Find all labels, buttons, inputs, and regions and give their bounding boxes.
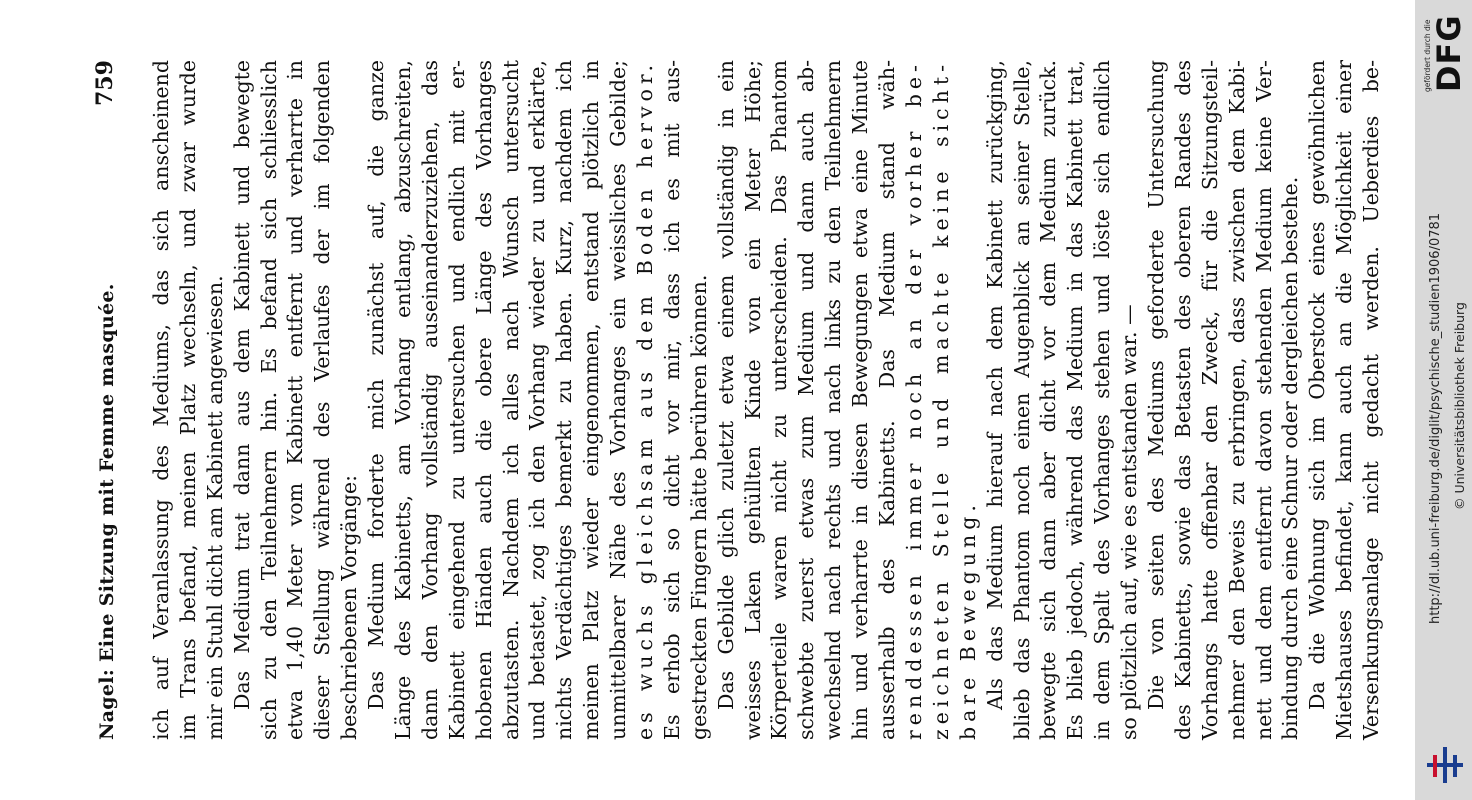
text-line: abzutasten. Nachdem ich alles nach Wunsch untersucht (498, 60, 523, 740)
text-line: des Kabinetts, sowie das Betasten des oberen Randes des (1170, 60, 1195, 740)
text-line: wechselnd nach rechts und nach links zu den Teilnehmern (821, 60, 846, 740)
text-line: es wuchs gleichsam aus dem Boden hervor. (633, 60, 658, 740)
text-line: sich zu den Teilnehmern hin. Es befand sich schliesslich (256, 60, 281, 740)
text-line: in dem Spalt des Vorhanges stehen und löste sich endlich (1090, 60, 1115, 740)
text-line: nett und dem entfernt davon stehenden Medium keine Ver- (1251, 60, 1276, 740)
text-line: gestreckten Fingern hätte berühren können. (686, 274, 711, 740)
text-line: ich auf Veranlassung des Mediums, das sich anscheinend (149, 60, 173, 740)
text-line: meinen Platz wieder eingenommen, entstand plötzlich in (579, 60, 604, 740)
text-line: ausserhalb des Kabinetts. Das Medium stand wäh- (875, 60, 900, 740)
text-line: bewegte sich dann aber dicht vor dem Medium zurück. (1036, 60, 1061, 740)
text-line: renddessen immer noch an der vorher be- (901, 60, 926, 740)
text-line: Körperteile waren nicht zu unterscheiden. Das Phantom (767, 60, 792, 740)
text-line: Das Medium forderte mich zunächst auf, die ganze (364, 60, 389, 710)
text-line: dann den Vorhang vollständig auseinanderzuziehen, das (417, 60, 442, 740)
running-title: Nagel: Eine Sitzung mit Femme masquée. (96, 283, 118, 740)
text-line: blieb das Phantom noch einen Augenblick an seiner Stelle, (1009, 60, 1034, 740)
library-logo-icon (1425, 745, 1465, 785)
text-line: beschriebenen Vorgänge: (337, 474, 362, 740)
text-line: dieser Stellung während des Verlaufes der im folgenden (310, 60, 335, 740)
text-line: Da die Wohnung sich im Oberstock eines gewöhnlichen (1305, 60, 1330, 710)
text-line: Als das Medium hierauf nach dem Kabinett zurückging, (982, 60, 1007, 710)
text-line: Kabinett eingehend zu untersuchen und endlich mit er- (444, 60, 469, 740)
scanned-page (90, 60, 1384, 740)
dfg-funded-label: gefördert durch die (1423, 19, 1432, 92)
text-line: hobenen Händen auch die obere Länge des Vorhanges (471, 60, 496, 740)
text-line: unmittelbarer Nähe des Vorhanges ein weissliches Gebilde; (606, 60, 631, 740)
text-line: Versenkungsanlage nicht gedacht werden. Ueberdies be- (1359, 60, 1384, 740)
text-line: Die von seiten des Mediums geforderte Untersuchung (1143, 60, 1168, 710)
text-line: nehmer den Beweis zu erbringen, dass zwischen dem Kabi- (1224, 60, 1249, 740)
text-line: im Trans befand, meinen Platz wechseln, und zwar wurde (175, 60, 200, 740)
page-header (90, 60, 124, 740)
page-number: 759 (92, 60, 118, 106)
body-text (148, 60, 1385, 740)
text-line: schwebte zuerst etwas zum Medium und dann auch ab- (794, 60, 819, 740)
text-line: Es blieb jedoch, während das Medium in das Kabinett trat, (1063, 60, 1088, 740)
text-line: bare Bewegung. (955, 500, 980, 740)
copyright-notice: © Universitätsbibliothek Freiburg (1452, 302, 1467, 510)
text-line: Es erhob sich so dicht vor mir, dass ich es mit aus- (659, 60, 684, 740)
page-content (90, 60, 1384, 740)
text-line: nichts Verdächtiges bemerkt zu haben. Kurz, nachdem ich (552, 60, 577, 740)
permalink-url[interactable]: http://dl.ub.uni-freiburg.de/diglit/psychische_studien1906/0781 (1428, 212, 1443, 624)
text-line: etwa 1,40 Meter vom Kabinett entfernt und verharrte in (283, 60, 308, 740)
text-line: bindung durch eine Schnur oder dergleichen bestehe. (1278, 176, 1303, 740)
dfg-logo: DFG (1430, 14, 1468, 92)
text-line: hin und verharrte in diesen Bewegungen etwa eine Minute (848, 60, 873, 740)
text-line: Das Gebilde glich zuletzt etwa einem vollständig in ein (713, 60, 738, 710)
text-line: weisses Laken gehüllten Kinde von ein Meter Höhe; (740, 60, 765, 740)
text-line: Vorhangs hatte offenbar den Zweck, für die Sitzungsteil- (1197, 60, 1222, 740)
text-line: zeichneten Stelle und machte keine sicht- (928, 60, 953, 740)
text-line: Mietshauses befindet, kann auch an die Möglichkeit einer (1332, 60, 1357, 740)
text-line: mir ein Stuhl dicht am Kabinett angewiesen. (202, 275, 227, 740)
text-line: Länge des Kabinetts, am Vorhang entlang, abzuschreiten, (391, 60, 416, 740)
text-line: so plötzlich auf, wie es entstanden war. — (1117, 304, 1142, 740)
text-line: und betastet, zog ich den Vorhang wieder zu und erklärte, (525, 60, 550, 740)
text-line: Das Medium trat dann aus dem Kabinett und bewegte (229, 60, 254, 710)
